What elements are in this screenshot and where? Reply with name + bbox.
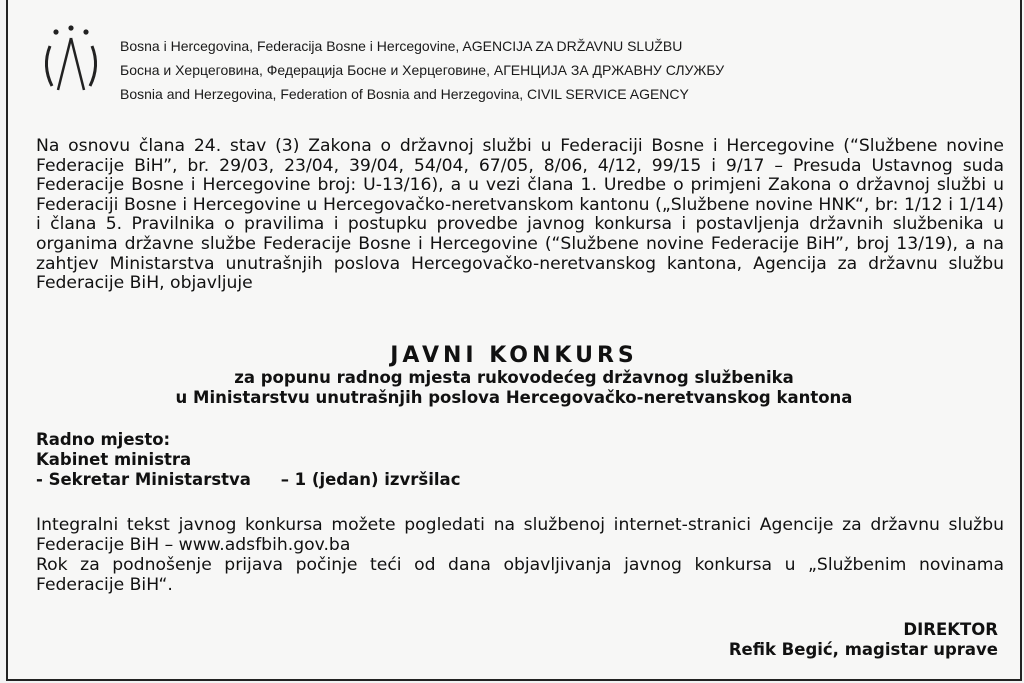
position-count: – 1 (jedan) izvršilac (280, 470, 461, 489)
announcement-subtitle-1: za popunu radnog mjesta rukovodećeg državnog službenika (234, 368, 794, 387)
document-page (6, 0, 1022, 681)
header-line-latin: Bosna i Hercegovina, Federacija Bosne i Hercegovine, AGENCIJA ZA DRŽAVNU SLUŽBU (120, 38, 683, 54)
signature-block (729, 620, 998, 660)
header-line-english: Bosnia and Herzegovina, Federation of Bosnia and Herzegovina, CIVIL SERVICE AGENCY (120, 86, 689, 102)
announcement-subtitle-2: u Ministarstvu unutrašnjih poslova Hercegovačko-neretvanskog kantona (175, 388, 853, 407)
info-paragraph-website: Integralni tekst javnog konkursa možete pogledati na službenoj internet-stranici Agencije za državnu službu Federacije BiH – www.adsfbih.gov.ba (36, 515, 1004, 555)
position-unit: Kabinet ministra (36, 450, 192, 469)
info-block (36, 515, 1004, 595)
position-label: Radno mjesto: (36, 430, 171, 449)
info-paragraph-deadline: Rok za podnošenje prijava počinje teći od dana objavljivanja javnog konkursa u „Službenim novinama Federacije BiH“. (36, 555, 1004, 595)
intro-paragraph: Na osnovu člana 24. stav (3) Zakona o državnoj službi u Federaciji Bosne i Hercegovine (“Službene novine Federacije BiH”, br. 29/03, 23/04, 39/04, 54/04, 67/05, 8/06, 4/12, 99/15 i 9/17 – Presuda Ustavnog suda Federacije Bosne i Hercegovine broj: U-13/16), a u vezi člana 1. Uredbe o primjeni Zakona o državnoj službi u Federaciji Bosne i Hercegovine u Hercegovačko-neretvanskom kantonu („Službene novine HNK“, br: 1/12 i 1/14) i člana 5. Pravilnika o pravilima i postupku provedbe javnog konkursa i postavljenja državnih službenika u organima državne službe Federacije Bosne i Hercegovine (“Službene novine Federacije BiH”, broj 13/19), a na zahtjev Ministarstva unutrašnjih poslova Hercegovačko-neretvanskog kantona, Agencija za državnu službu Federacije BiH, objavljuje (36, 136, 1004, 294)
position-role: - Sekretar Ministarstva (36, 470, 251, 489)
announcement-title: JAVNI KONKURS (390, 343, 638, 368)
position-role-row (36, 470, 460, 490)
signature-title: DIREKTOR (903, 620, 998, 639)
header (36, 24, 796, 114)
header-line-cyrillic: Босна и Херцеговина, Федерација Босне и Херцеговине, АГЕНЦИЈА ЗА ДРЖАВНУ СЛУЖБУ (120, 62, 725, 78)
agency-logo-icon (36, 24, 106, 104)
header-text (120, 34, 724, 106)
signature-name: Refik Begić, magistar uprave (728, 640, 998, 659)
position-block (36, 430, 460, 490)
